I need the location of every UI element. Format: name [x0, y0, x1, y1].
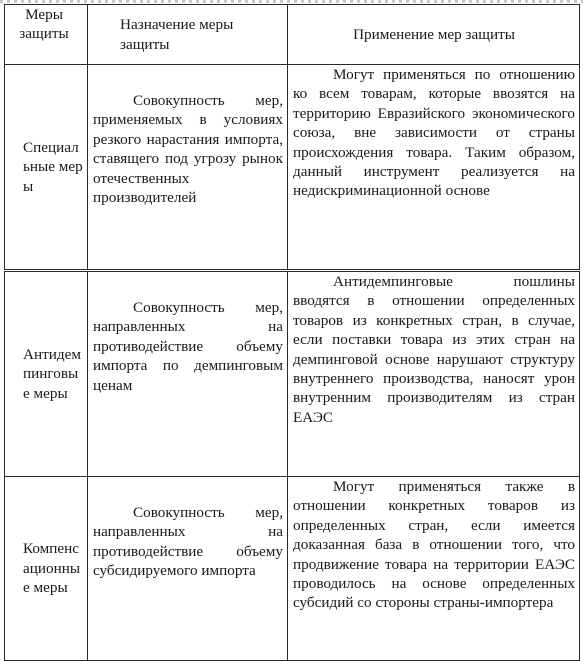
- measure-type-cell: [5, 65, 88, 271]
- header-purpose: [88, 5, 288, 65]
- measure-purpose: Совокупность мер, направленных на противодействие объему субсидируемого импорта: [93, 504, 283, 580]
- measure-application-cell: [288, 271, 580, 477]
- measure-purpose-cell: [88, 477, 288, 661]
- measure-application: Антидемпинговые пошлины вводятся в отношении определенных товаров из конкретных стран, в случае, если поставки товара из этих стран на демпинговой основе нарушают структуру внутреннего производства, наносят урон внутренним производителям из стран ЕАЭС: [293, 273, 575, 426]
- table-row: [5, 65, 580, 271]
- measure-application: Могут применяться по отношению ко всем товарам, которые ввозятся на территорию Евразийского экономического союза, вне зависимости от страны происхождения товара. Таким образом, данный инструмент реализуется на недискриминационной основе: [293, 66, 575, 200]
- measure-purpose-cell: [88, 271, 288, 477]
- measure-type: Специальные меры: [23, 138, 83, 195]
- measure-application-cell: [288, 65, 580, 271]
- cropped-text-strip: [0, 0, 583, 3]
- measure-type-cell: [5, 477, 88, 661]
- measure-type: Антидемпинговые меры: [23, 345, 81, 402]
- table-row: [5, 477, 580, 661]
- header-application: [288, 5, 580, 65]
- header-measures-label: Меры защиты: [19, 6, 69, 43]
- table-header-row: [5, 5, 580, 65]
- measure-purpose: Совокупность мер, направленных на противодействие объему импорта по демпинговым ценам: [93, 299, 283, 394]
- header-application-label: Применение мер защиты: [353, 25, 515, 43]
- protection-measures-table: [4, 4, 580, 661]
- measure-purpose: Совокупность мер, применяемых в условиях резкого нарастания импорта, ставящего под угрозу рынок отечественных производителей: [93, 92, 283, 207]
- measure-type-cell: [5, 271, 88, 477]
- measure-purpose-cell: [88, 65, 288, 271]
- measure-type: Компенсационные меры: [23, 540, 81, 597]
- header-purpose-label: Назначение меры защиты: [120, 16, 234, 53]
- measure-application-cell: [288, 477, 580, 661]
- measure-application: Могут применяться также в отношении конкретных товаров из определенных стран, если имеется доказанная база в отношении того, что продвижение товара на территории ЕАЭС проводилось на основе определенных субсидий со стороны страны-импортера: [293, 478, 575, 612]
- header-measures: [5, 5, 88, 65]
- table-row: [5, 271, 580, 477]
